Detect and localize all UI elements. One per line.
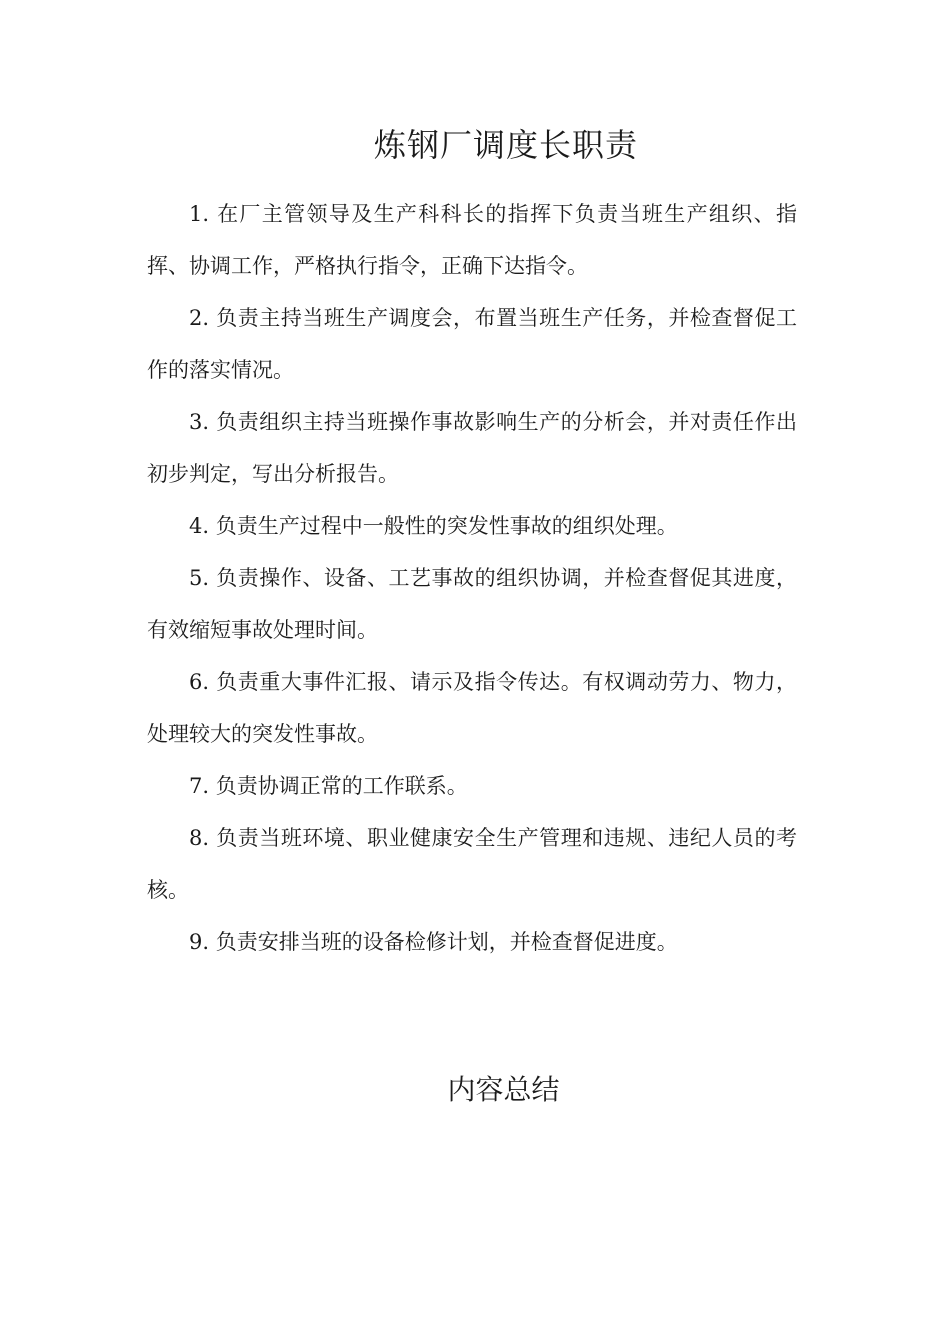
summary-title: 内容总结 [447, 1073, 560, 1106]
duty-item-8: 8. 负责当班环境、职业健康安全生产管理和违规、违纪人员的考核。 [147, 826, 797, 902]
duty-item-1: 1. 在厂主管领导及生产科科长的指挥下负责当班生产组织、指挥、协调工作，严格执行指令，正确下达指令。 [147, 202, 797, 278]
duty-item-5: 5. 负责操作、设备、工艺事故的组织协调，并检查督促其进度，有效缩短事故处理时间。 [147, 566, 797, 642]
duty-list [147, 188, 797, 968]
duty-item-7: 7. 负责协调正常的工作联系。 [189, 774, 468, 798]
duty-item-4: 4. 负责生产过程中一般性的突发性事故的组织处理。 [189, 514, 678, 538]
duty-item-6: 6. 负责重大事件汇报、请示及指令传达。有权调动劳力、物力，处理较大的突发性事故。 [147, 670, 797, 746]
duty-item-3: 3. 负责组织主持当班操作事故影响生产的分析会，并对责任作出初步判定，写出分析报告。 [147, 410, 797, 486]
document-title: 炼钢厂调度长职责 [373, 126, 638, 164]
duty-item-9: 9. 负责安排当班的设备检修计划，并检查督促进度。 [189, 930, 678, 954]
duty-item-2: 2. 负责主持当班生产调度会，布置当班生产任务，并检查督促工作的落实情况。 [147, 306, 797, 382]
